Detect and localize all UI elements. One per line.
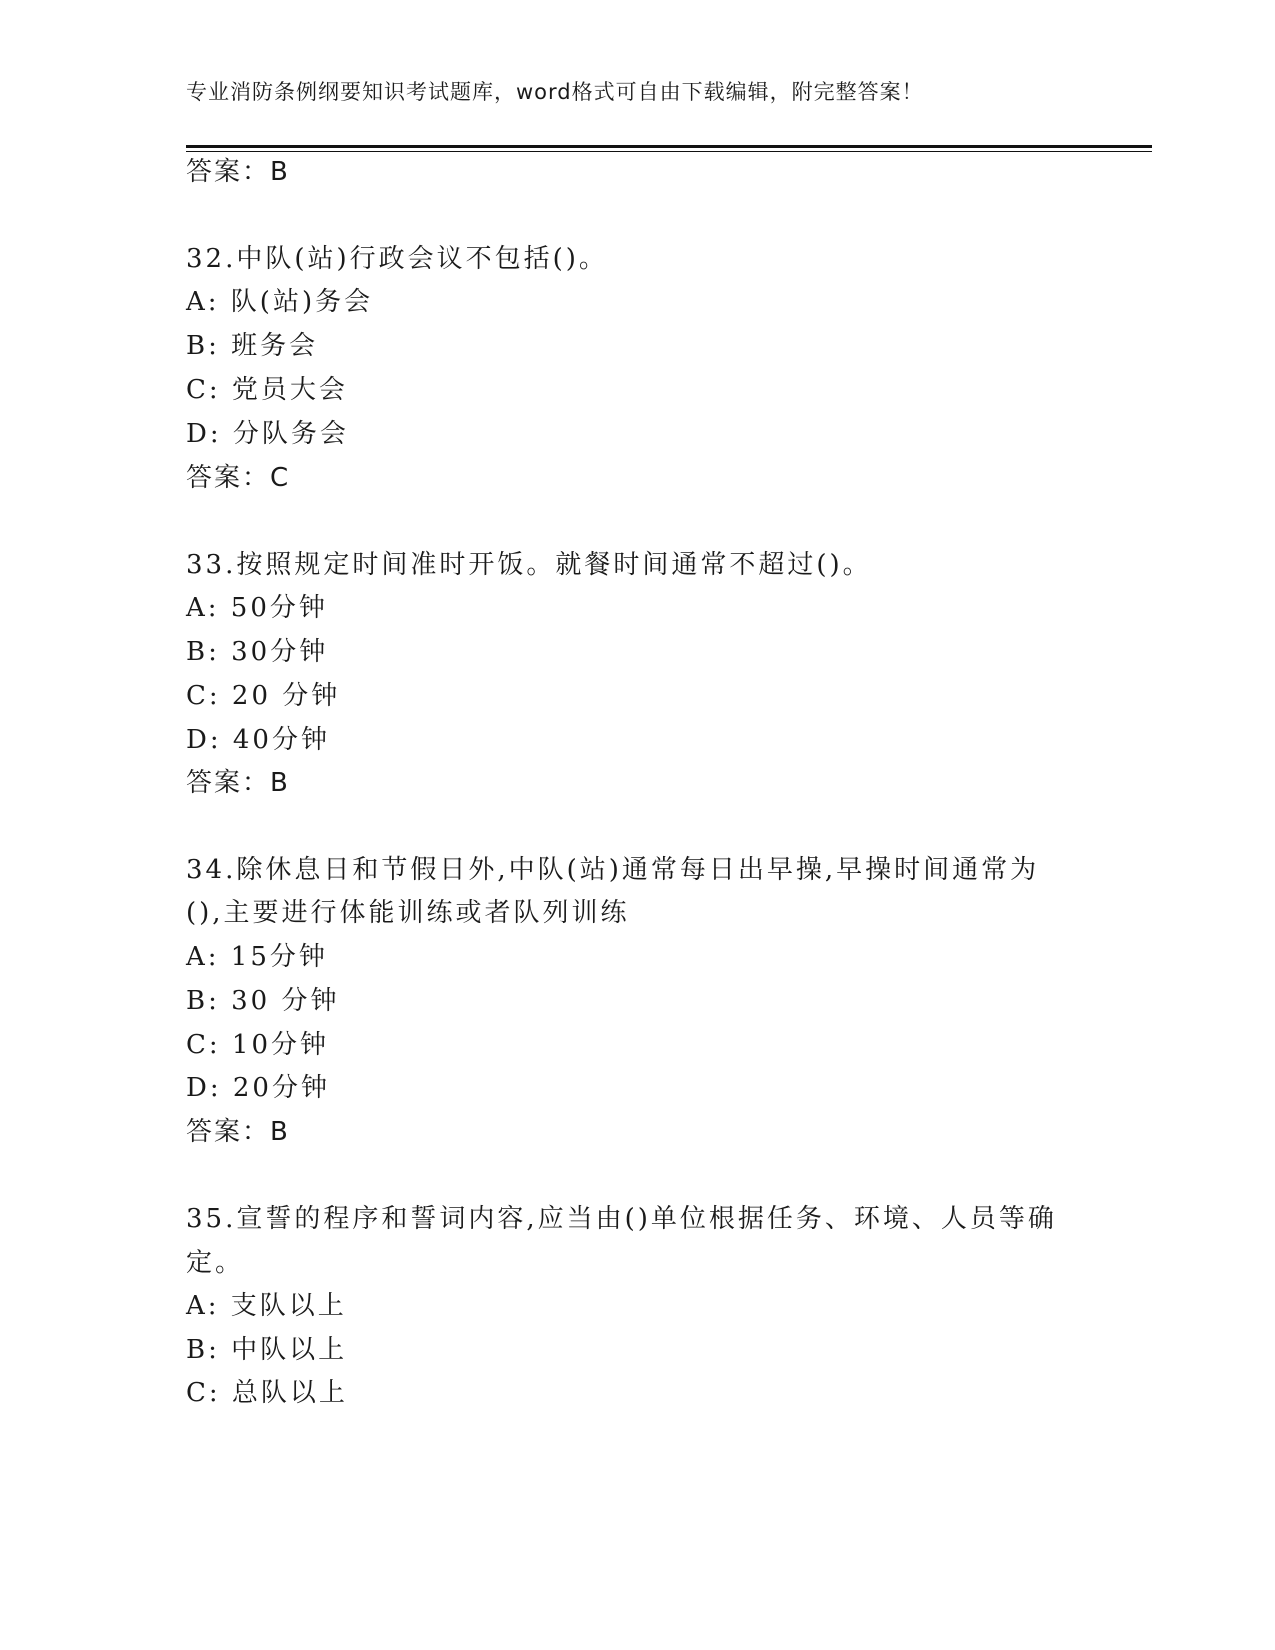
q35-option-c: C: 总队以上 <box>186 1378 348 1408</box>
header-rule-thin <box>186 151 1152 152</box>
header-rule-thick <box>186 145 1152 148</box>
answer-prev: 答案：B <box>186 157 290 187</box>
q32-option-b: B: 班务会 <box>186 331 319 361</box>
q33-stem: 33.按照规定时间准时开饭。就餐时间通常不超过()。 <box>186 550 872 580</box>
q33-option-d: D: 40分钟 <box>186 725 330 755</box>
q32-answer: 答案：C <box>186 463 291 493</box>
page-header: 专业消防条例纲要知识考试题库，word格式可自由下载编辑，附完整答案！ <box>186 80 924 104</box>
q34-answer: 答案：B <box>186 1117 290 1147</box>
q35-option-a: A: 支队以上 <box>186 1291 347 1321</box>
q33-option-a: A: 50分钟 <box>186 593 328 623</box>
q35-stem-line2: 定。 <box>186 1248 245 1278</box>
q34-stem-line1: 34.除休息日和节假日外,中队(站)通常每日出早操,早操时间通常为 <box>186 855 1040 885</box>
q32-option-c: C: 党员大会 <box>186 375 348 405</box>
q34-stem-line2: (),主要进行体能训练或者队列训练 <box>186 898 630 928</box>
q32-stem: 32.中队(站)行政会议不包括()。 <box>186 244 608 274</box>
q34-option-a: A: 15分钟 <box>186 942 328 972</box>
q34-option-b: B: 30 分钟 <box>186 986 340 1016</box>
q34-option-d: D: 20分钟 <box>186 1073 330 1103</box>
q33-answer: 答案：B <box>186 768 290 798</box>
q35-stem-line1: 35.宣誓的程序和誓词内容,应当由()单位根据任务、环境、人员等确 <box>186 1204 1057 1234</box>
q32-option-d: D: 分队务会 <box>186 419 349 449</box>
q33-option-c: C: 20 分钟 <box>186 681 341 711</box>
q33-option-b: B: 30分钟 <box>186 637 329 667</box>
q34-option-c: C: 10分钟 <box>186 1030 330 1060</box>
q32-option-a: A: 队(站)务会 <box>186 287 374 317</box>
q35-option-b: B: 中队以上 <box>186 1335 348 1365</box>
